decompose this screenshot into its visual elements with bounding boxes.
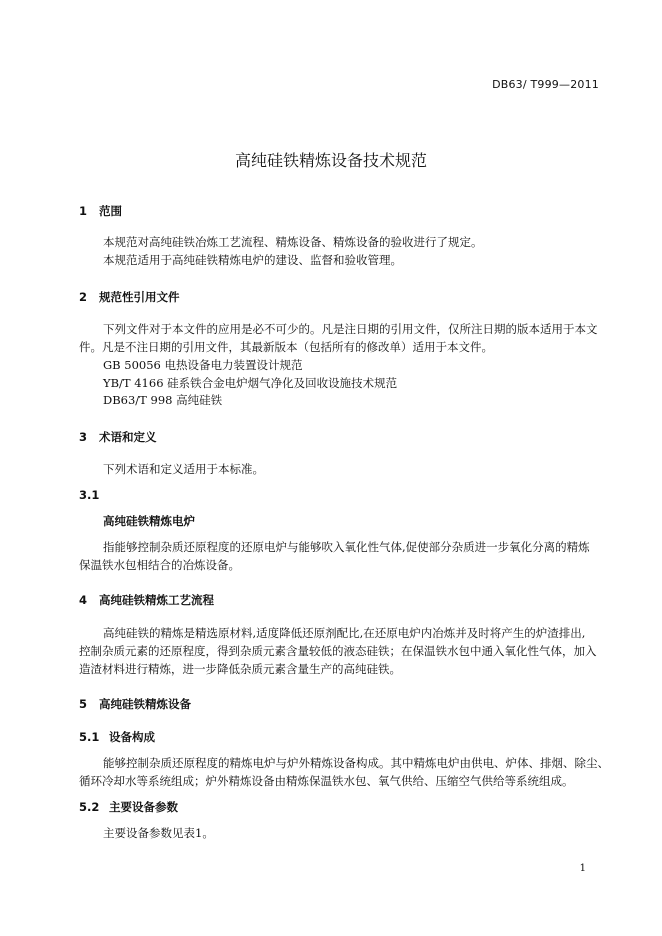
paragraph-line: 件。凡是不注日期的引用文件，其最新版本（包括所有的修改单）适用于本文件。	[79, 340, 493, 354]
paragraph-line: 循环冷却水等系统组成；炉外精炼设备由精炼保温铁水包、氧气供给、压缩空气供给等系统组成。	[79, 774, 574, 788]
section-title: 术语和定义	[99, 430, 157, 444]
document-title: 高纯硅铁精炼设备技术规范	[234, 151, 427, 170]
paragraph-line: 主要设备参数见表1。	[103, 826, 214, 840]
term-title: 高纯硅铁精炼电炉	[103, 514, 195, 528]
paragraph-line: 高纯硅铁的精炼是精选原材料,适度降低还原剂配比,在还原电炉内冶炼并及时将产生的炉渣排出,	[103, 626, 586, 640]
section-number: 5	[79, 697, 88, 711]
section-3-heading	[79, 429, 157, 445]
subsection-5-1-heading	[79, 729, 155, 745]
section-1-heading	[79, 203, 122, 219]
subsection-title: 主要设备参数	[109, 800, 178, 814]
paragraph-line: 指能够控制杂质还原程度的还原电炉与能够吹入氧化性气体,促使部分杂质进一步氧化分离的精炼	[103, 540, 590, 554]
paragraph-line: 造渣材料进行精炼，进一步降低杂质元素含量生产的高纯硅铁。	[79, 662, 401, 676]
subsection-number: 3.1	[79, 488, 100, 502]
reference-item: GB 50056 电热设备电力装置设计规范	[103, 358, 303, 372]
subsection-5-2-heading	[79, 799, 178, 815]
section-title: 规范性引用文件	[99, 290, 180, 304]
section-number: 1	[79, 204, 88, 218]
subsection-number: 5.1	[79, 730, 100, 744]
section-5-heading	[79, 696, 191, 712]
section-4-heading	[79, 592, 214, 608]
paragraph-line: 本规范对高纯硅铁冶炼工艺流程、精炼设备、精炼设备的验收进行了规定。	[103, 235, 483, 249]
subsection-title: 设备构成	[109, 730, 155, 744]
reference-item: YB/T 4166 硅系铁合金电炉烟气净化及回收设施技术规范	[103, 376, 398, 390]
section-title: 高纯硅铁精炼工艺流程	[99, 593, 214, 607]
section-number: 3	[79, 430, 88, 444]
document-code: DB63/ T999—2011	[492, 78, 599, 91]
paragraph-line: 本规范适用于高纯硅铁精炼电炉的建设、监督和验收管理。	[103, 253, 402, 267]
paragraph-line: 保温铁水包相结合的冶炼设备。	[79, 558, 240, 572]
paragraph-line: 控制杂质元素的还原程度，得到杂质元素含量较低的液态硅铁；在保温铁水包中通入氧化性气体，加入	[79, 644, 597, 658]
section-title: 范围	[99, 204, 122, 218]
page-number: 1	[579, 863, 586, 874]
section-number: 4	[79, 593, 88, 607]
paragraph-line: 下列术语和定义适用于本标准。	[103, 462, 264, 476]
paragraph-line: 能够控制杂质还原程度的精炼电炉与炉外精炼设备构成。其中精炼电炉由供电、炉体、排烟、除尘、	[103, 756, 609, 770]
section-2-heading	[79, 289, 180, 305]
paragraph-line: 下列文件对于本文件的应用是必不可少的。凡是注日期的引用文件，仅所注日期的版本适用于本文	[103, 322, 598, 336]
section-number: 2	[79, 290, 88, 304]
section-title: 高纯硅铁精炼设备	[99, 697, 191, 711]
subsection-number: 5.2	[79, 800, 100, 814]
reference-item: DB63/T 998 高纯硅铁	[103, 393, 223, 407]
